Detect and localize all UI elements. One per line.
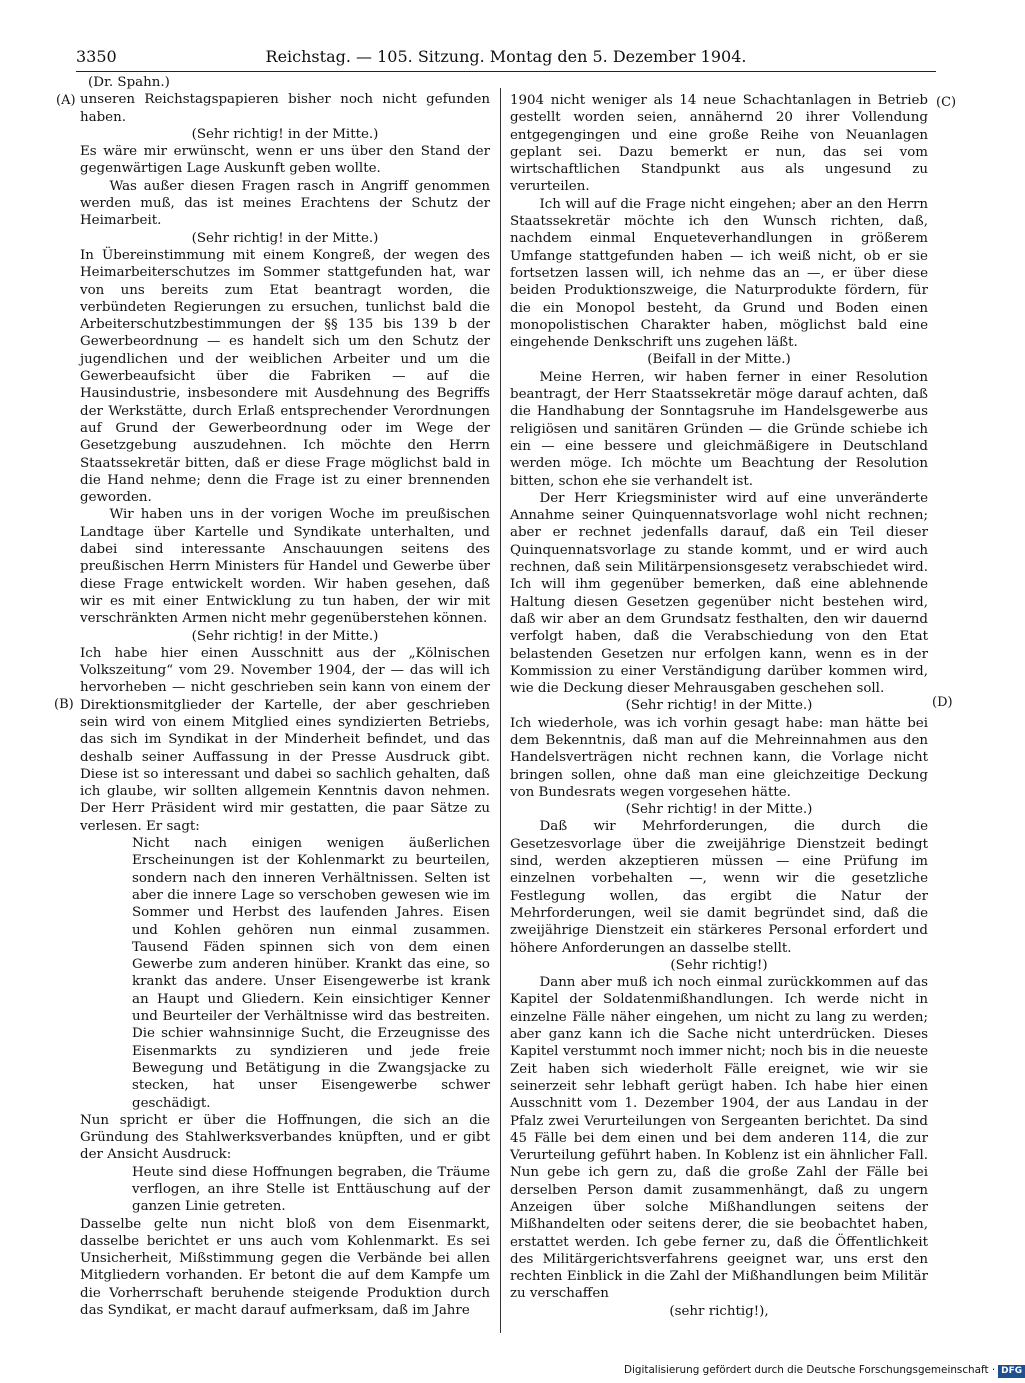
margin-marker-b: (B) xyxy=(54,697,74,712)
interjection: (Sehr richtig! in der Mitte.) xyxy=(191,230,379,246)
footer-text: Digitalisierung gefördert durch die Deutsche Forschungsgemeinschaft · xyxy=(624,1364,996,1376)
interjection: (Sehr richtig! in der Mitte.) xyxy=(191,628,379,644)
paragraph: Ich wiederhole, was ich vorhin gesagt habe: man hätte bei dem Bekenntnis, daß man auf die Mehreinnahmen aus den Handelsverträgen nicht rechnen kann, die Vorlage nicht bringen sollen, ohne daß man eine gleichzeitige Deckung von Bundesrats wegen vorgesehen hätte. xyxy=(510,715,928,800)
interjection: (Sehr richtig! in der Mitte.) xyxy=(625,698,813,714)
paragraph: Dann aber muß ich noch einmal zurückkommen auf das Kapitel der Soldatenmißhandlungen. Ich werde nicht in einzelne Fälle näher eingehen, um nicht zu lang zu werden; aber ganz kann ich die Sache nicht unterdrücken. Dieses Kapitel verstummt noch immer nicht; noch bis in die neueste Zeit haben sich wiederholt Fälle ereignet, wie wir sie seinerzeit sehr lebhaft gerügt haben. Ich habe hier einen Ausschnitt vom 1. Dezember 1904, der aus Landau in der Pfalz zwei Verurteilungen von Sergeanten berichtet. Da sind 45 Fälle bei dem einen und bei dem anderen 114, die zur Verurteilung geführt haben. In Koblenz ist ein ähnlicher Fall. Nun gebe ich gern zu, daß die große Zahl der Fälle bei derselben Person damit zusammenhängt, daß zu ungern Anzeigen über solche Mißhandlungen seitens der Mißhandelten oder seitens derer, die sie beobachtet haben, erstattet werden. Ich gebe ferner zu, daß die Öffentlichkeit des Militärgerichtsverfahrens geeignet war, uns erst den rechten Einblick in die Zahl der Mißhandlungen beim Militär zu verschaffen xyxy=(510,975,928,1302)
running-title: Reichstag. — 105. Sitzung. Montag den 5. Dezember 1904. xyxy=(265,47,747,66)
dfg-logo: DFG xyxy=(998,1365,1025,1378)
left-column xyxy=(80,74,490,1319)
paragraph: Nun spricht er über die Hoffnungen, die sich an die Gründung des Stahlwerksverbandes knüpften, und er gibt der Ansicht Ausdruck: xyxy=(80,1112,490,1163)
interjection: (Sehr richtig!) xyxy=(670,957,768,973)
paragraph: In Übereinstimmung mit einem Kongreß, der wegen des Heimarbeiterschutzes im Sommer stattgefunden hat, war von uns bereits zum Etat beantragt worden, die verbündeten Regierungen zu ersuchen, tunlichst bald die Arbeiterschutzbestimmungen der §§ 135 bis 139 b der Gewerbeordnung — es handelt sich um den Schutz der jugendlichen und der weiblichen Arbeiter und um die Gewerbeaufsicht über die Fabriken — auf die Hausindustrie, insbesondere mit Ausdehnung des Begriffs der Werkstätte, durch Erlaß entsprechender Verordnungen auf Grund der Gewerbeordnung oder im Wege der Gesetzgebung auszudehnen. Ich möchte den Herrn Staatssekretär bitten, daß er diese Frage möglichst bald in die Hand nehme; denn die Frage ist zu einer brennenden geworden. xyxy=(80,247,490,506)
header-rule xyxy=(76,71,936,72)
paragraph: Wir haben uns in der vorigen Woche im preußischen Landtage über Kartelle und Syndikate unterhalten, und dabei sind interessante Anschauungen seitens des preußischen Herrn Ministers für Handel und Gewerbe über diese Frage entwickelt worden. Wir haben gesehen, daß wir es mit einer Entwicklung zu tun haben, der wir mit verschränkten Armen nicht mehr gegenüberstehen können. xyxy=(80,507,490,627)
paragraph: Dasselbe gelte nun nicht bloß von dem Eisenmarkt, dasselbe berichtet er uns auch vom Kohlenmarkt. Es sei Unsicherheit, Mißstimmung gegen die Verbände bei allen Mitgliedern vorhanden. Er betont die auf dem Kampfe um die Vorherrschaft beruhende steigende Produktion durch das Syndikat, er macht darauf aufmerksam, daß im Jahre xyxy=(80,1216,490,1319)
paragraph: 1904 nicht weniger als 14 neue Schachtanlagen in Betrieb gestellt worden seien, annähernd 20 ihrer Vollendung entgegengingen und eine große Reihe von Neuanlagen geplant sei. Dazu bemerkt er nun, das sei vom wirtschaftlichen Standpunkt aus als ungesund zu verurteilen. xyxy=(510,93,928,195)
margin-marker-c: (C) xyxy=(936,95,957,110)
paragraph: Meine Herren, wir haben ferner in einer Resolution beantragt, der Herr Staatssekretär möge darauf achten, daß die Handhabung der Sonntagsruhe im Handelsgewerbe aus religiösen und sanitären Gründen — die Gründe schiebe ich ein — eine bessere und gleichmäßigere in Deutschland werden möge. Ich möchte um Beachtung der Resolution bitten, schon ehe sie verhandelt ist. xyxy=(510,369,928,489)
paragraph: Ich will auf die Frage nicht eingehen; aber an den Herrn Staatssekretär möchte ich den Wunsch richten, daß, nachdem einmal Enqueteverhandlungen in größerem Umfange stattgefunden haben — ich weiß nicht, ob er sie fortsetzen lassen will, ich nehme das an —, er über diese beiden Produktionszweige, die Naturprodukte fördern, für die ein Monopol besteht, da Grund und Boden einen monopolistischen Charakter haben, möglichst bald eine eingehende Denkschrift uns zugehen läßt. xyxy=(510,196,928,351)
page-number: 3350 xyxy=(76,47,117,66)
interjection: (Sehr richtig! in der Mitte.) xyxy=(625,802,813,818)
paragraph: Es wäre mir erwünscht, wenn er uns über den Stand der gegenwärtigen Lage Auskunft geben wollte. xyxy=(80,144,490,177)
quotation: Heute sind diese Hoffnungen begraben, die Träume verflogen, an ihre Stelle ist Enttäuschung auf der ganzen Linie getreten. xyxy=(132,1164,490,1215)
paragraph: unseren Reichstagspapieren bisher noch nicht gefunden haben. xyxy=(80,92,490,125)
page-header xyxy=(76,44,936,70)
margin-marker-a: (A) xyxy=(56,93,76,108)
right-column xyxy=(510,92,928,1320)
speaker-label: (Dr. Spahn.) xyxy=(88,75,170,90)
interjection: (sehr richtig!), xyxy=(669,1303,769,1319)
interjection: (Beifall in der Mitte.) xyxy=(647,352,791,368)
paragraph: Was außer diesen Fragen rasch in Angriff genommen werden muß, das ist meines Erachtens der Schutz der Heimarbeit. xyxy=(80,178,490,229)
paragraph: Der Herr Kriegsminister wird auf eine unveränderte Annahme seiner Quinquennatsvorlage wohl nicht rechnen; aber er rechnet jedenfalls darauf, daß ein Teil dieser Quinquennatsvorlage zu stande kommt, und er wird auch rechnen, daß sein Militärpensionsgesetz verabschiedet wird. Ich will ihm gegenüber bemerken, daß eine ablehnende Haltung diesen Gesetzen gegenüber nicht bestehen wird, daß wir aber an dem Grundsatz festhalten, den wir dauernd verfolgt haben, daß die Verabschiedung von den Etat belastenden Gesetzen nur erfolgen kann, wenn es in der Kommission zu einer Verständigung darüber kommen wird, wie die Deckung dieser Mehrausgaben geschehen soll. xyxy=(510,490,928,697)
margin-marker-d: (D) xyxy=(932,695,953,710)
interjection: (Sehr richtig! in der Mitte.) xyxy=(191,126,379,142)
quotation: Nicht nach einigen wenigen äußerlichen Erscheinungen ist der Kohlenmarkt zu beurteilen, sondern nach den inneren Verhältnissen. Selten ist aber die innere Lage so verschoben gewesen wie im Sommer und Herbst des laufenden Jahres. Eisen und Kohlen gehören nun einmal zusammen. Tausend Fäden spinnen sich von dem einen Gewerbe zum anderen hinüber. Krankt das eine, so krankt das andere. Unser Eisengewerbe ist krank an Haupt und Gliedern. Kein einsichtiger Kenner und Beurteiler der Verhältnisse wird das bestreiten. Die schier wahnsinnige Sucht, die Erzeugnisse des Eisenmarkts zu syndizieren und jede freie Bewegung und Betätigung in die Zwangsjacke zu stecken, hat unser Eisengewerbe schwer geschädigt. xyxy=(132,836,490,1111)
footer-credit xyxy=(624,1362,1023,1378)
paragraph: Daß wir Mehrforderungen, die durch die Gesetzesvorlage über die zweijährige Dienstzeit bedingt sind, werden akzeptieren müssen — eine Prüfung im einzelnen vorbehalten —, wenn wir die gesetzliche Festlegung wollen, das ergibt die Natur der Mehrforderungen, weil sie damit begründet sind, daß die zweijährige Dienstzeit ein stärkeres Personal erfordert und höhere Anforderungen an dasselbe stellt. xyxy=(510,819,928,956)
paragraph: Ich habe hier einen Ausschnitt aus der „Kölnischen Volkszeitung“ vom 29. November 1904, der — das will ich hervorheben — nicht geschrieben sein kann von einem der Direktionsmitglieder der Kartelle, der aber geschrieben sein wird von einem Mitglied eines syndizierten Betriebs, das sich im Syndikat in der Minderheit befindet, und das deshalb seiner Auffassung in der Presse Ausdruck gibt. Diese ist so interessant und dabei so sachlich gehalten, daß ich glaube, wir sollten allgemein Kenntnis davon nehmen. Der Herr Präsident wird mir gestatten, die paar Sätze zu verlesen. Er sagt: xyxy=(80,645,490,834)
column-divider xyxy=(500,88,501,1333)
